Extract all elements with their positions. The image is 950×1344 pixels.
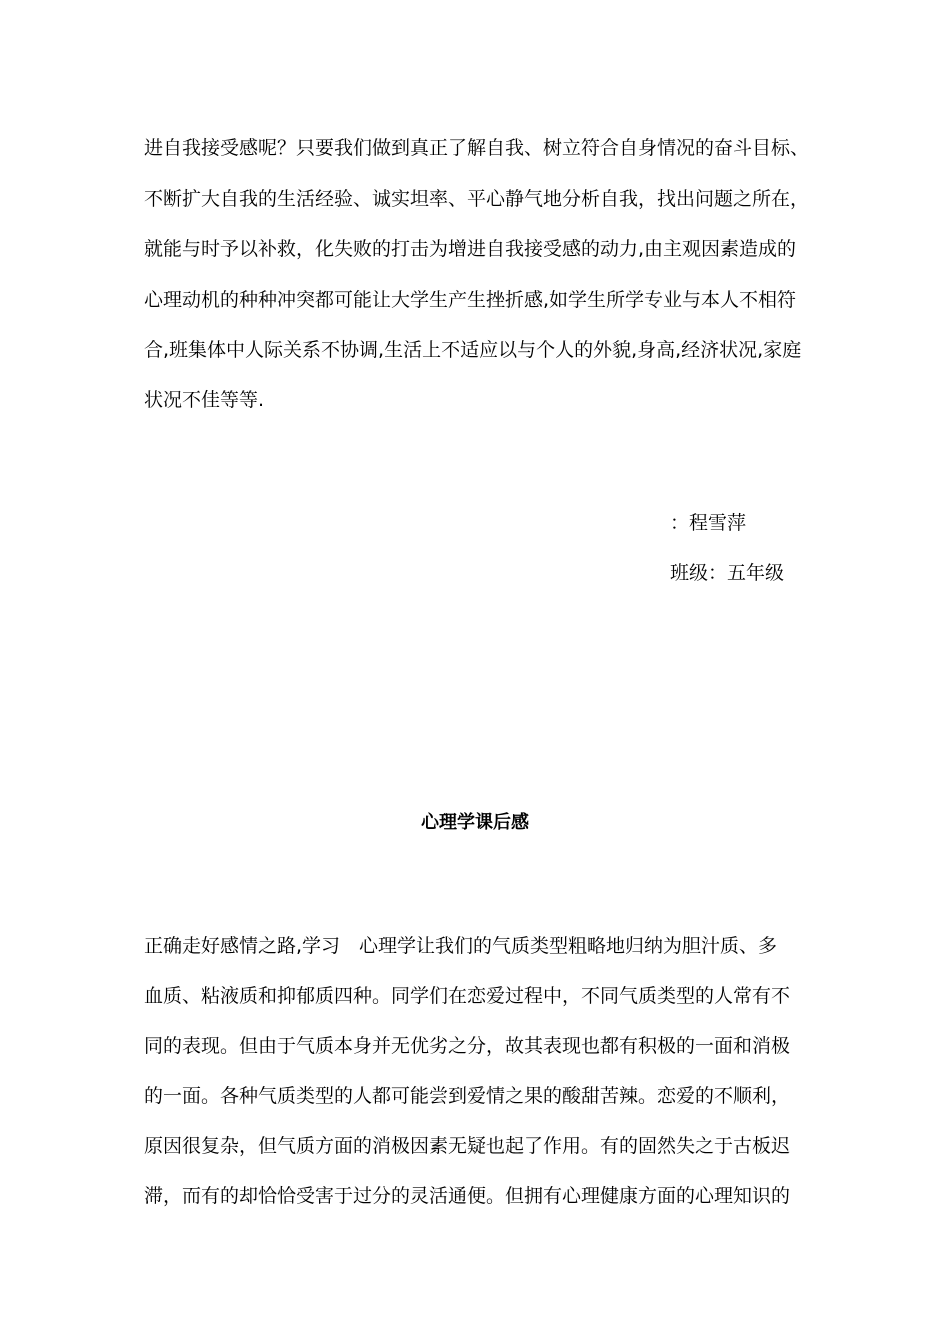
paragraph-line: 的一面。各种气质类型的人都可能尝到爱情之果的酸甜苦辣。恋爱的不顺利， [144,1085,791,1107]
author-class: 班级：五年级 [670,562,785,584]
paragraph-line: 同的表现。但由于气质本身并无优劣之分，故其表现也都有积极的一面和消极 [144,1035,791,1057]
paragraph-line: 合,班集体中人际关系不协调,生活上不适应以与个人的外貌,身高,经济状况,家庭 [144,339,802,361]
author-name: ：程雪萍 [670,512,747,534]
paragraph-line: 血质、粘液质和抑郁质四种。同学们在恋爱过程中，不同气质类型的人常有不 [144,985,791,1007]
section-title: 心理学课后感 [421,812,529,833]
paragraph-line: 滞，而有的却恰恰受害于过分的灵活通便。但拥有心理健康方面的心理知识的 [144,1185,791,1207]
paragraph-line: 不断扩大自我的生活经验、诚实坦率、平心静气地分析自我，找出问题之所在， [144,188,810,210]
paragraph-line: 状况不佳等等. [144,389,265,411]
paragraph-line: 进自我接受感呢？只要我们做到真正了解自我、树立符合自身情况的奋斗目标、 [144,137,810,159]
paragraph-line: 心理动机的种种冲突都可能让大学生产生挫折感,如学生所学专业与本人不相符 [144,289,797,311]
paragraph-line: 原因很复杂，但气质方面的消极因素无疑也起了作用。有的固然失之于古板迟 [144,1135,791,1157]
paragraph-line: 就能与时予以补救，化失败的打击为增进自我接受感的动力,由主观因素造成的 [144,238,797,260]
paragraph-line: 正确走好感情之路,学习 心理学让我们的气质类型粗略地归纳为胆汁质、多 [144,935,778,957]
